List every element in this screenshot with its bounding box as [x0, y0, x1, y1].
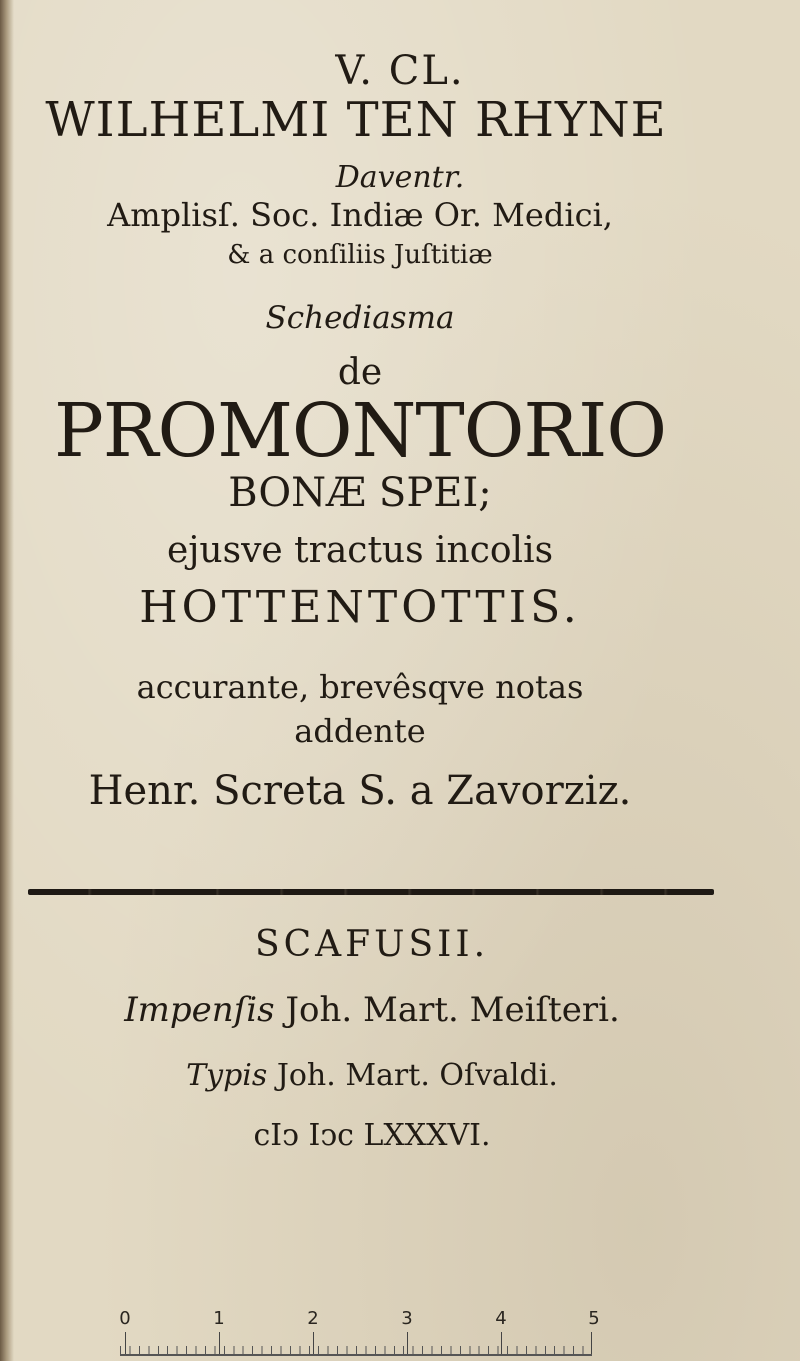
tract-line: ejusve tractus incolis [166, 530, 554, 571]
ruler-major-tick [125, 1332, 126, 1354]
work-type: Schediasma [265, 300, 455, 336]
ruler-label-1: 1 [213, 1308, 225, 1329]
typis-label: Typis [186, 1058, 268, 1093]
imprint-place: SCAFUSII. [254, 924, 490, 965]
editor-note-1: accurante, brevêsqve notas [136, 668, 584, 706]
ruler-label-2: 2 [307, 1308, 319, 1329]
author-name: WILHELMI TEN RHYNE [45, 92, 667, 148]
imprint-date: cIↄ Iↄc LXXXVI. [253, 1118, 491, 1153]
impensis-name: Joh. Mart. Meiſteri. [285, 990, 620, 1030]
ruler-label-0: 0 [119, 1308, 131, 1329]
ruler-major-tick [219, 1332, 220, 1354]
preposition-de: de [337, 352, 383, 393]
ruler-major-tick [407, 1332, 408, 1354]
ruler-major-tick [501, 1332, 502, 1354]
author-origin: Daventr. [335, 160, 465, 195]
editor-note-2: addente [294, 712, 426, 750]
author-position: Amplisſ. Soc. Indiæ Or. Medici, [107, 196, 613, 234]
ruler-label-5: 5 [588, 1308, 600, 1329]
line-honorific: V. CL. [335, 48, 465, 94]
editor-name: Henr. Screta S. a Zavorziz. [88, 768, 632, 814]
main-title-sub: BONÆ SPEI; [228, 470, 492, 516]
imprint-impensis [0, 990, 772, 1030]
scale-ruler [120, 1308, 600, 1354]
author-council: & a conſiliis Juſtitiæ [227, 240, 493, 270]
imprint-typis [0, 1058, 772, 1093]
ruler-major-tick [591, 1332, 592, 1354]
impensis-label: Impenſis [124, 990, 275, 1030]
ruler-label-3: 3 [401, 1308, 413, 1329]
ruler-label-4: 4 [495, 1308, 507, 1329]
hottentottis: HOTTENTOTTIS. [139, 582, 581, 633]
divider-rule [28, 889, 714, 895]
ruler-bar [120, 1332, 592, 1356]
main-title: PROMONTORIO [53, 388, 666, 474]
typis-name: Joh. Mart. Oſvaldi. [276, 1058, 558, 1093]
ruler-major-tick [313, 1332, 314, 1354]
